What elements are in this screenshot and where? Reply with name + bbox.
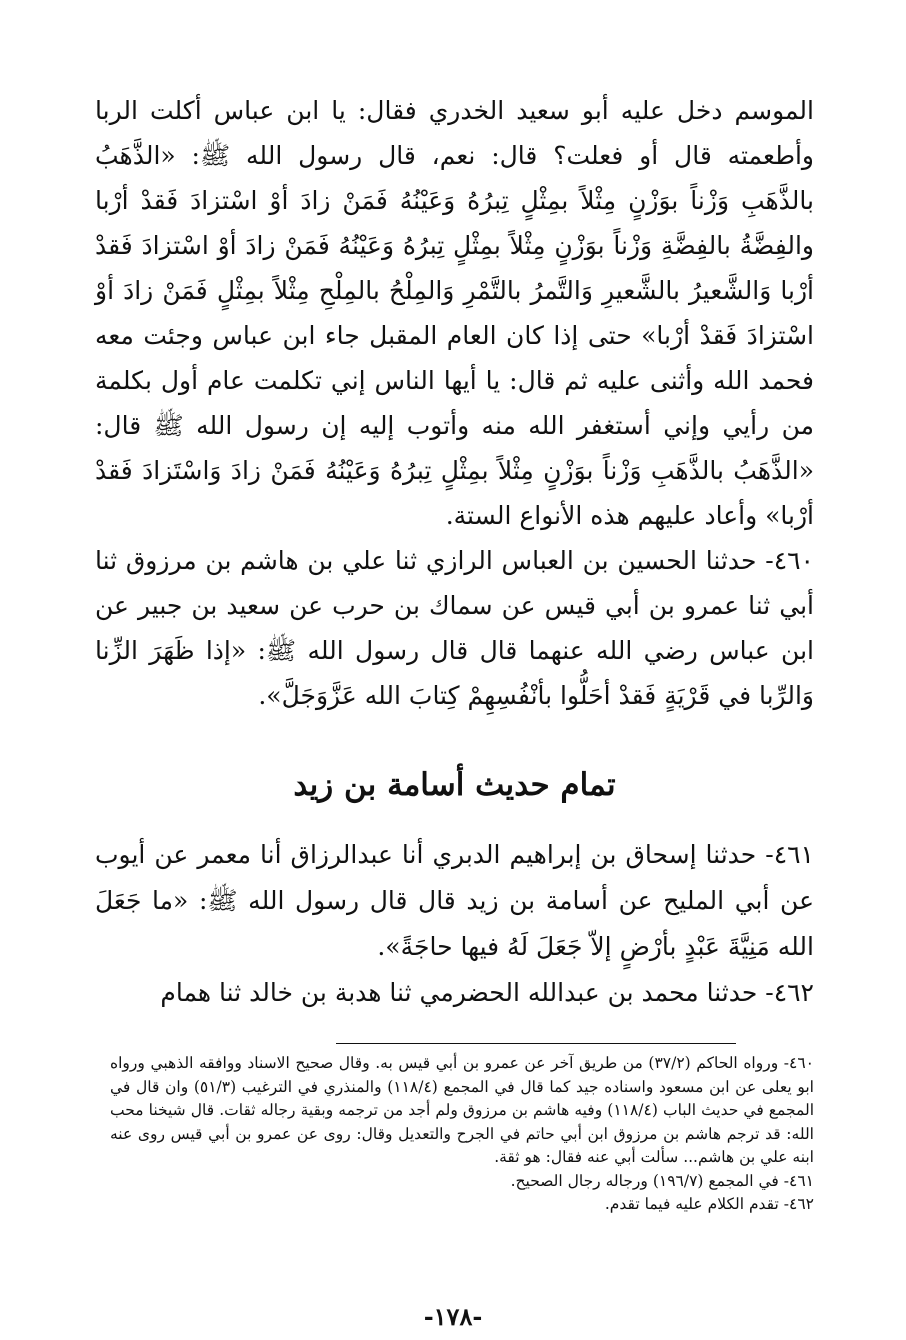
footnote-divider <box>336 1043 736 1044</box>
page-number: -١٧٨- <box>423 1302 483 1331</box>
hadith-461-paragraph: ٤٦١- حدثنا إسحاق بن إبراهيم الدبري أنا عبدالرزاق أنا معمر عن أيوب عن أبي المليح عن أسامة بن زيد قال قال رسول الله ﷺ: «ما جَعَلَ الله مَنِيَّةَ عَبْدٍ بأرْضٍ إلاّ جَعَلَ لَهُ فيها حاجَةً». <box>95 840 814 961</box>
hadith-paragraph-continuation: الموسم دخل عليه أبو سعيد الخدري فقال: يا ابن عباس أكلت الربا وأطعمته قال أو فعلت؟ قال: نعم، قال رسول الله ﷺ: «الذَّهَبُ بالذَّهَبِ وَزْناً بوَزْنٍ مِثْلاً بمِثْلٍ تِبرُهُ وَعَيْنُهُ فَمَنْ زادَ أوْ اسْتزادَ فَقدْ أرْبا والفِضَّةُ بالفِضَّةِ وَزْناً بوَزْنٍ مِثْلاً بمِثْلٍ تِبرُهُ وَعَيْنُهُ فَمَنْ زادَ أوْ اسْتزادَ فَقدْ أرْبا وَالشَّعيرُ بالشَّعيرِ وَالتَّمرُ بالتَّمْرِ وَالمِلْحُ بالمِلْحِ مِثْلاً بمِثْلٍ فَمَنْ زادَ أوْ اسْتزادَ فَقدْ أرْبا» حتى إذا كان العام المقبل جاء ابن عباس وجئت معه فحمد الله وأثنى عليه ثم قال: يا أيها الناس إني تكلمت عام أول بكلمة من رأيي وإني أستغفر الله منه وأتوب إليه إن رسول الله ﷺ قال: «الذَّهَبُ بالذَّهَبِ وَزْناً بوَزْنٍ مِثْلاً بمِثْلٍ تِبرُهُ وَعَيْنُهُ فَمَنْ زادَ وَاسْتَزادَ فَقدْ أرْبا» وأعاد عليهم هذه الأنواع الستة. <box>95 96 814 530</box>
main-text-block-2 <box>95 832 814 1016</box>
hadith-462-paragraph: ٤٦٢- حدثنا محمد بن عبدالله الحضرمي ثنا هدبة بن خالد ثنا همام <box>160 978 814 1007</box>
footnote-460: ٤٦٠- ورواه الحاكم (٣٧/٢) من طريق آخر عن عمرو بن أبي قيس به. وقال صحيح الاسناد ووافقه الذهبي ورواه ابو يعلى عن ابن مسعود واسناده جيد كما قال في المجمع (١١٨/٤) والمنذري في الترغيب (٥١/٣) وان قال في المجمع في حديث الباب (١١٨/٤) وفيه هاشم بن مرزوق ولم أجد من ترجمه وبقية رجاله ثقات. قال شيخنا محب الله: قد ترجم هاشم بن مرزوق ابن أبي حاتم في الجرح والتعديل وقال: روى عن عمرو بن أبي قيس روى عنه ابنه علي بن هاشم... سألت أبي عنه فقال: هو ثقة. <box>110 1054 815 1166</box>
main-text-block <box>95 88 814 718</box>
footnotes-block <box>110 1052 814 1217</box>
section-heading: تمام حديث أسامة بن زيد <box>293 767 616 803</box>
hadith-460-paragraph: ٤٦٠- حدثنا الحسين بن العباس الرازي ثنا علي بن هاشم بن مرزوق ثنا أبي ثنا عمرو بن أبي قيس عن سماك بن حرب عن سعيد بن جبير عن ابن عباس رضي الله عنهما قال قال رسول الله ﷺ: «إذا ظَهَرَ الزِّنا وَالرِّبا في قَرْيَةٍ فَقدْ أحَلُّوا بأنْفُسِهِمْ كِتابَ الله عَزَّوَجَلَّ». <box>95 546 814 710</box>
footnote-462: ٤٦٢- تقدم الكلام عليه فيما تقدم. <box>604 1195 814 1213</box>
footnote-461: ٤٦١- في المجمع (١٩٦/٧) ورجاله رجال الصحيح. <box>510 1171 814 1190</box>
